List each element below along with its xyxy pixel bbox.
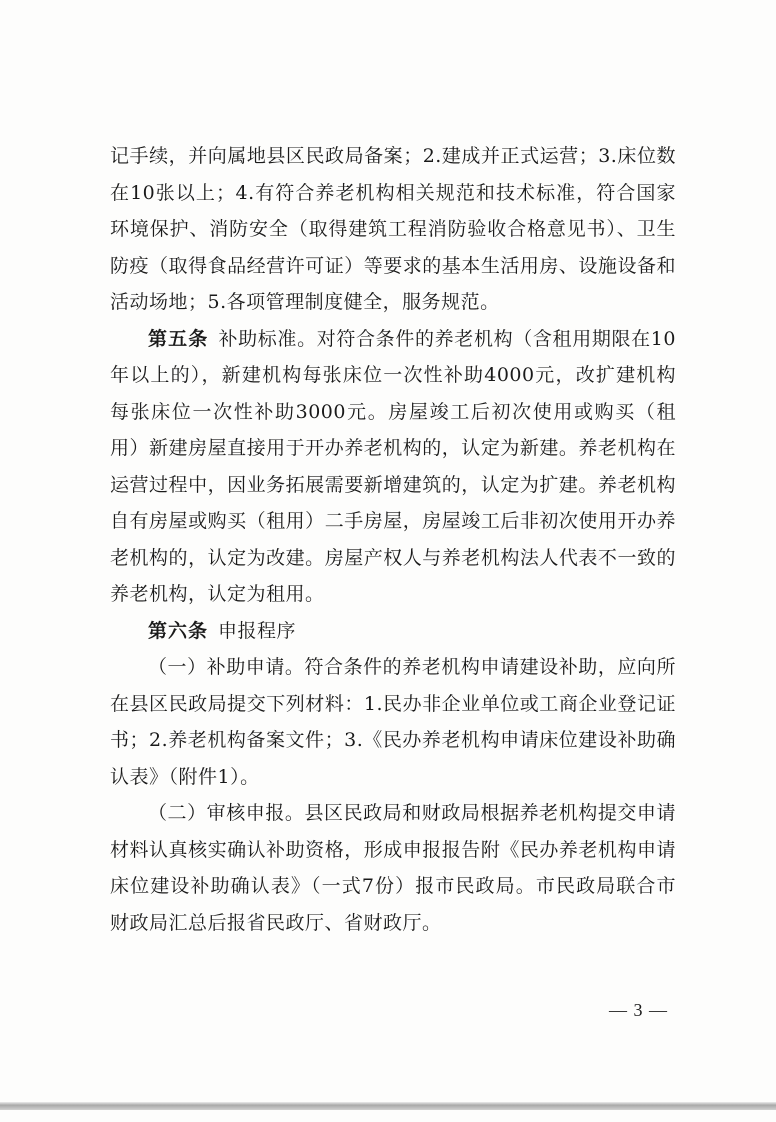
paragraph-text: 记手续，并向属地县区民政局备案；2.建成并正式运营；3.床位数在10张以上；4.有符合养老机构相关规范和技术标准，符合国家环境保护、消防安全（取得建筑工程消防验收合格意见书）、卫生防疫（取得食品经营许可证）等要求的基本生活用房、设施设备和活动场地；5.各项管理制度健全，服务规范。: [110, 145, 676, 313]
paragraph-text: 补助标准。对符合条件的养老机构（含租用期限在10年以上的），新建机构每张床位一次性补助4000元，改扩建机构每张床位一次性补助3000元。房屋竣工后初次使用或购买（租用）新建房屋直接用于开办养老机构的，认定为新建。养老机构在运营过程中，因业务拓展需要新增建筑的，认定为扩建。养老机构自有房屋或购买（租用）二手房屋，房屋竣工后非初次使用开办养老机构的，认定为改建。房屋产权人与养老机构法人代表不一致的养老机构，认定为租用。: [110, 327, 676, 605]
document-body: [110, 138, 676, 941]
paragraph-text: 申报程序: [218, 619, 297, 642]
scan-bottom-edge: [0, 1102, 776, 1110]
paragraph-article-5: [110, 321, 676, 613]
paragraph-continuation: [110, 138, 676, 321]
paragraph-text: （一）补助申请。符合条件的养老机构申请建设补助，应向所在县区民政局提交下列材料：1.民办非企业单位或工商企业登记证书；2.养老机构备案文件；3.《民办养老机构申请床位建设补助确认表》（附件1）。: [110, 656, 676, 788]
paragraph-subsection-1: [110, 649, 676, 795]
article-heading: 第五条: [148, 327, 209, 350]
paragraph-article-6: [110, 613, 676, 650]
page-number: — 3 —: [609, 1000, 668, 1020]
article-heading: 第六条: [148, 619, 209, 642]
paragraph-text: （二）审核申报。县区民政局和财政局根据养老机构提交申请材料认真核实确认补助资格，形成申报报告附《民办养老机构申请床位建设补助确认表》（一式7份）报市民政局。市民政局联合市财政局汇总后报省民政厅、省财政厅。: [110, 802, 676, 934]
paragraph-subsection-2: [110, 795, 676, 941]
